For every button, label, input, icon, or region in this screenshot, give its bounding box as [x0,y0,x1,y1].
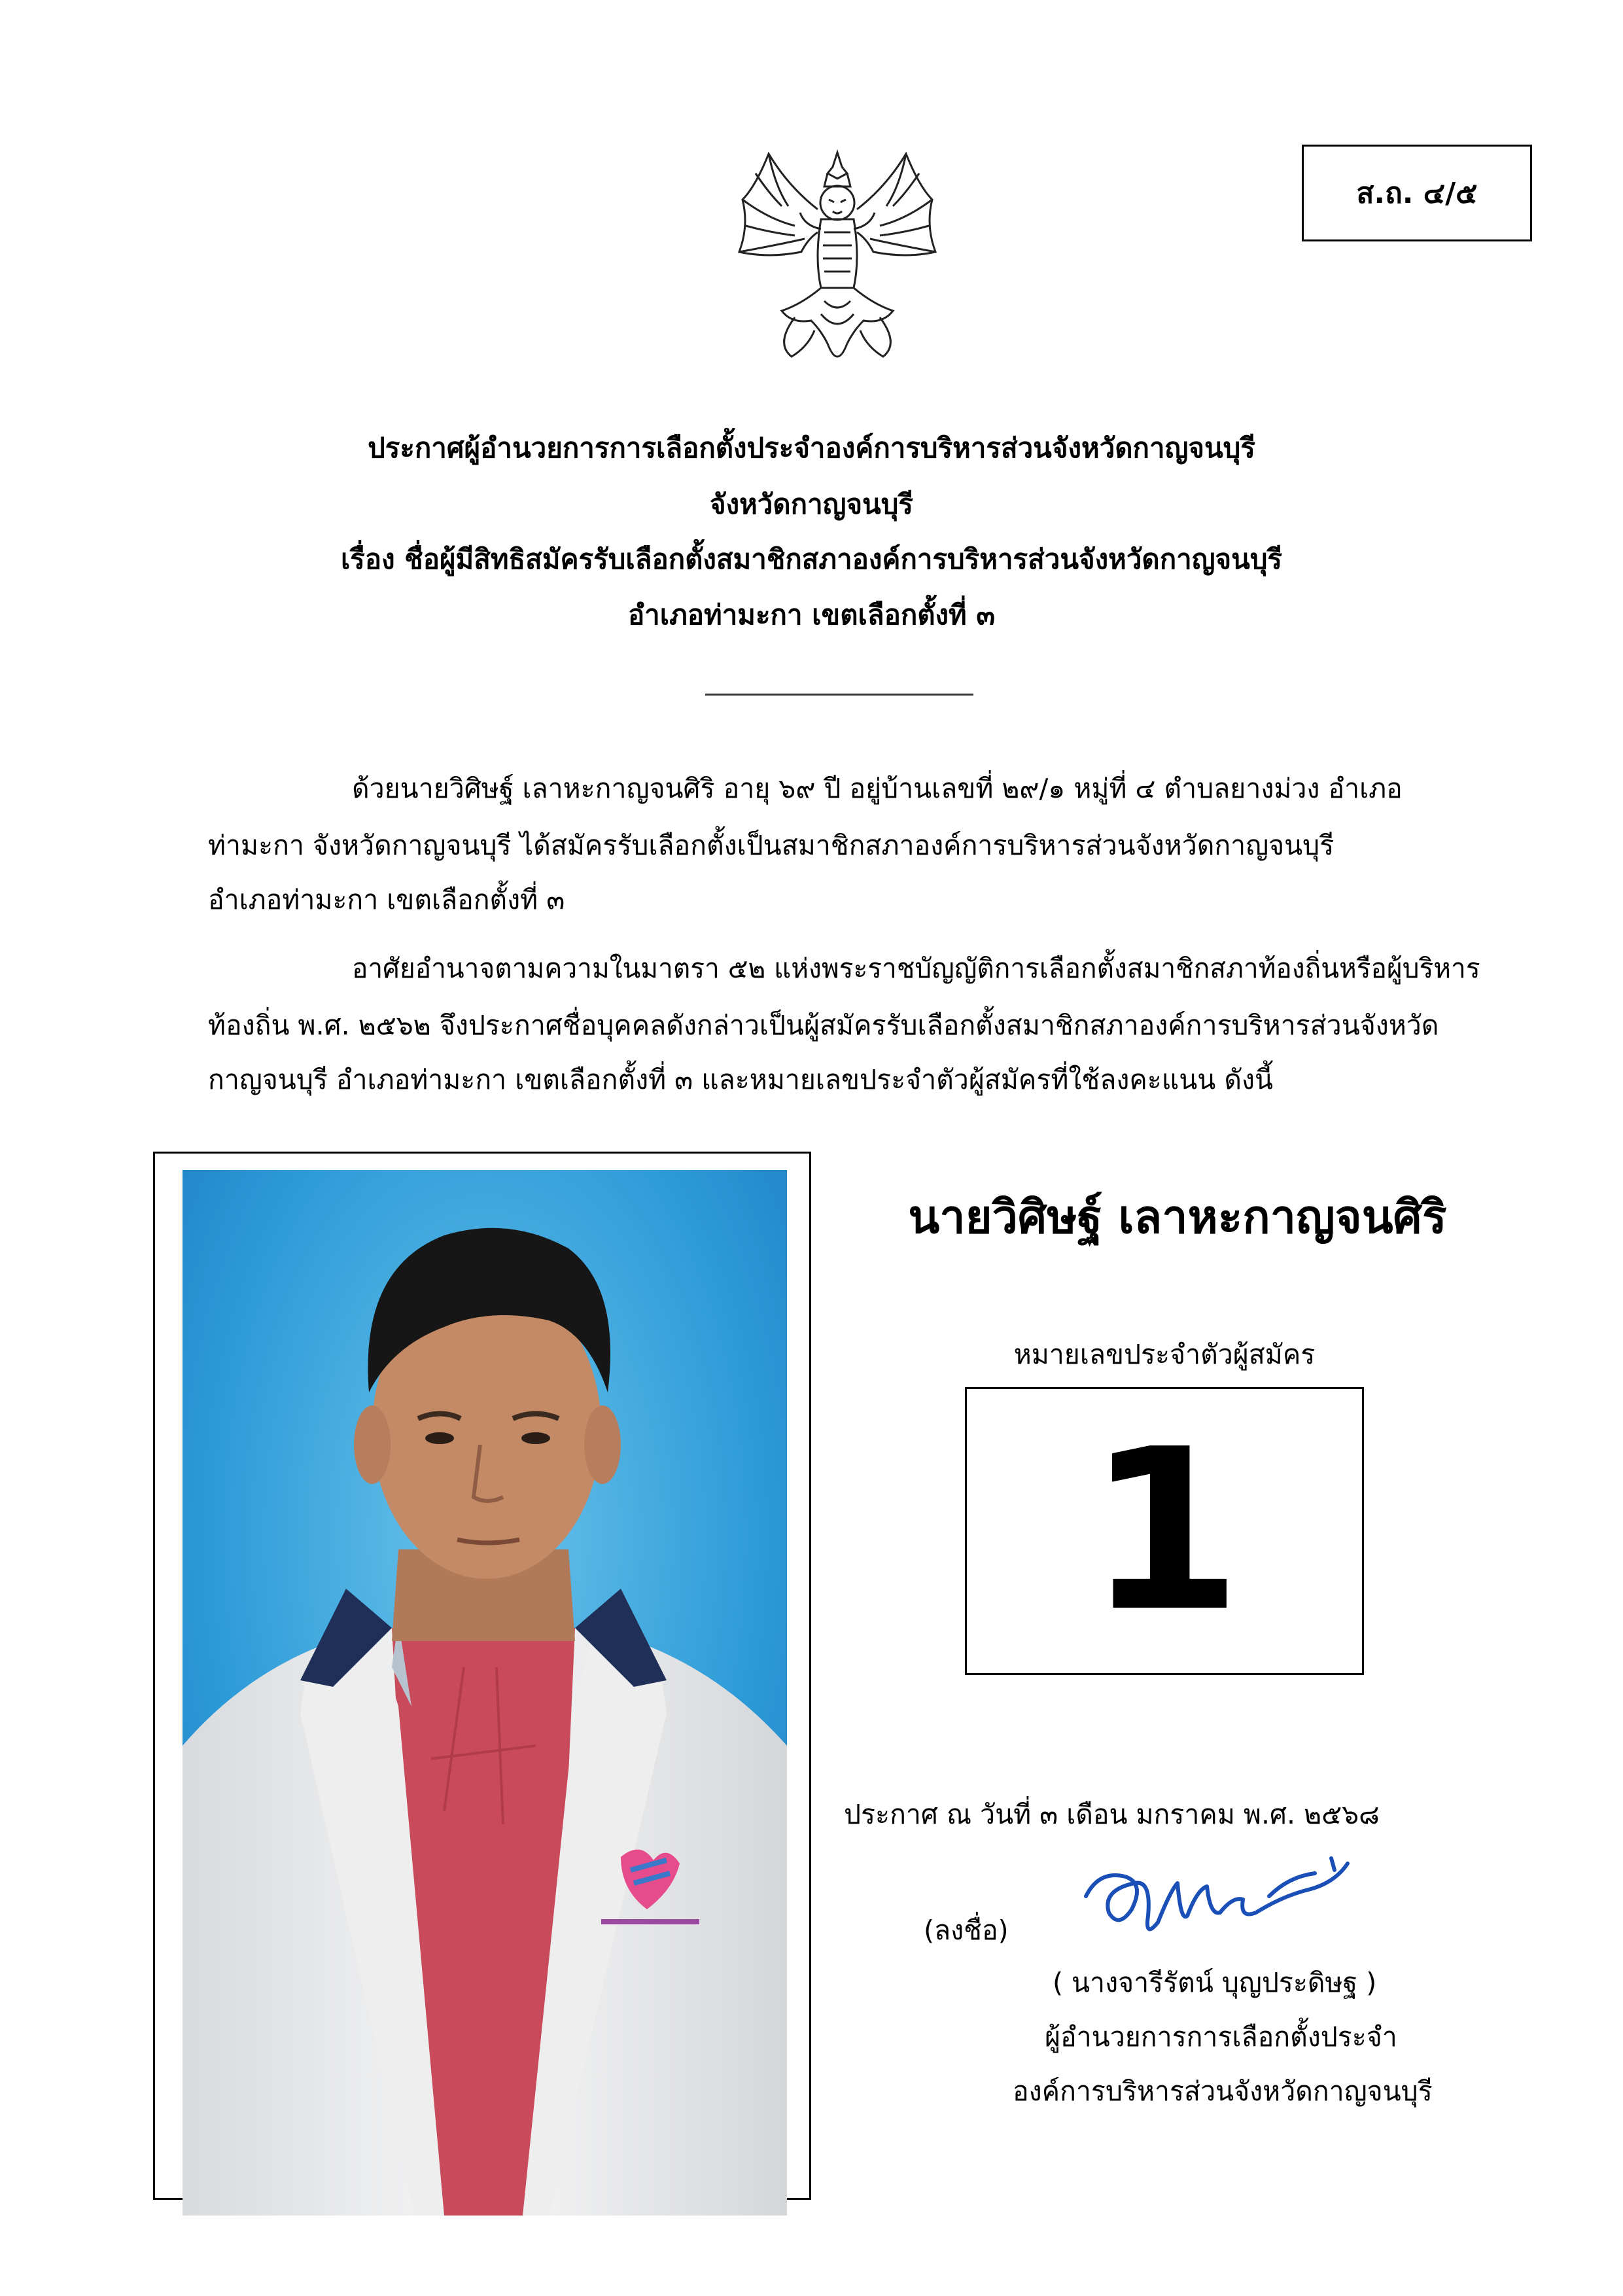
announcement-title: ประกาศผู้อำนวยการการเลือกตั้งประจำองค์การบริหารส่วนจังหวัดกาญจนบุรี [368,432,1255,464]
announcement-date: ประกาศ ณ วันที่ ๓ เดือน มกราคม พ.ศ. ๒๕๖๘ [844,1799,1380,1830]
paragraph-2-line-1: อาศัยอำนาจตามความในมาตรา ๕๒ แห่งพระราชบัญญัติการเลือกตั้งสมาชิกสภาท้องถิ่นหรือผู้บริหาร [352,953,1480,984]
candidate-photo [183,1170,787,2216]
photo-frame [153,1152,811,2200]
signer-title-line-2: องค์การบริหารส่วนจังหวัดกาญจนบุรี [1013,2075,1433,2107]
signed-label: (ลงชื่อ) [924,1915,1009,1946]
paragraph-1-line-2: ท่ามะกา จังหวัดกาญจนบุรี ได้สมัครรับเลือกตั้งเป็นสมาชิกสภาองค์การบริหารส่วนจังหวัดกาญจนบุรี [208,830,1335,861]
handwritten-signature [1073,1850,1367,1949]
paragraph-2-line-3: กาญจนบุรี อำเภอท่ามะกา เขตเลือกตั้งที่ ๓ และหมายเลขประจำตัวผู้สมัครที่ใช้ลงคะแนน ดังนี้ [208,1064,1273,1095]
signer-title-line-1: ผู้อำนวยการการเลือกตั้งประจำ [1045,2021,1397,2053]
district-title: อำเภอท่ามะกา เขตเลือกตั้งที่ ๓ [627,599,996,631]
candidate-name: นายวิศิษฐ์ เลาหะกาญจนศิริ [908,1190,1447,1244]
candidate-number: 1 [1087,1402,1242,1661]
province-title: จังหวัดกาญจนบุรี [709,488,913,520]
signer-name: ( นางจารีรัตน์ บุญประดิษฐ ) [1053,1967,1377,1998]
form-code-box [1302,145,1532,241]
candidate-number-box [965,1387,1364,1675]
garuda-emblem-icon [729,147,945,373]
candidate-number-label: หมายเลขประจำตัวผู้สมัคร [1013,1339,1316,1370]
paragraph-1-line-3: อำเภอท่ามะกา เขตเลือกตั้งที่ ๓ [208,884,565,915]
form-code: ส.ถ. ๔/๕ [1356,177,1478,210]
header-divider [705,694,973,696]
paragraph-2-line-2: ท้องถิ่น พ.ศ. ๒๕๖๒ จึงประกาศชื่อบุคคลดังกล่าวเป็นผู้สมัครรับเลือกตั้งสมาชิกสภาองค์การบริหารส่วนจังหวัด [208,1010,1439,1041]
subject-title: เรื่อง ชื่อผู้มีสิทธิสมัครรับเลือกตั้งสมาชิกสภาองค์การบริหารส่วนจังหวัดกาญจนบุรี [340,543,1283,575]
paragraph-1-line-1: ด้วยนายวิศิษฐ์ เลาหะกาญจนศิริ อายุ ๖๙ ปี อยู่บ้านเลขที่ ๒๙/๑ หมู่ที่ ๔ ตำบลยางม่วง อำเภอ [352,773,1403,804]
